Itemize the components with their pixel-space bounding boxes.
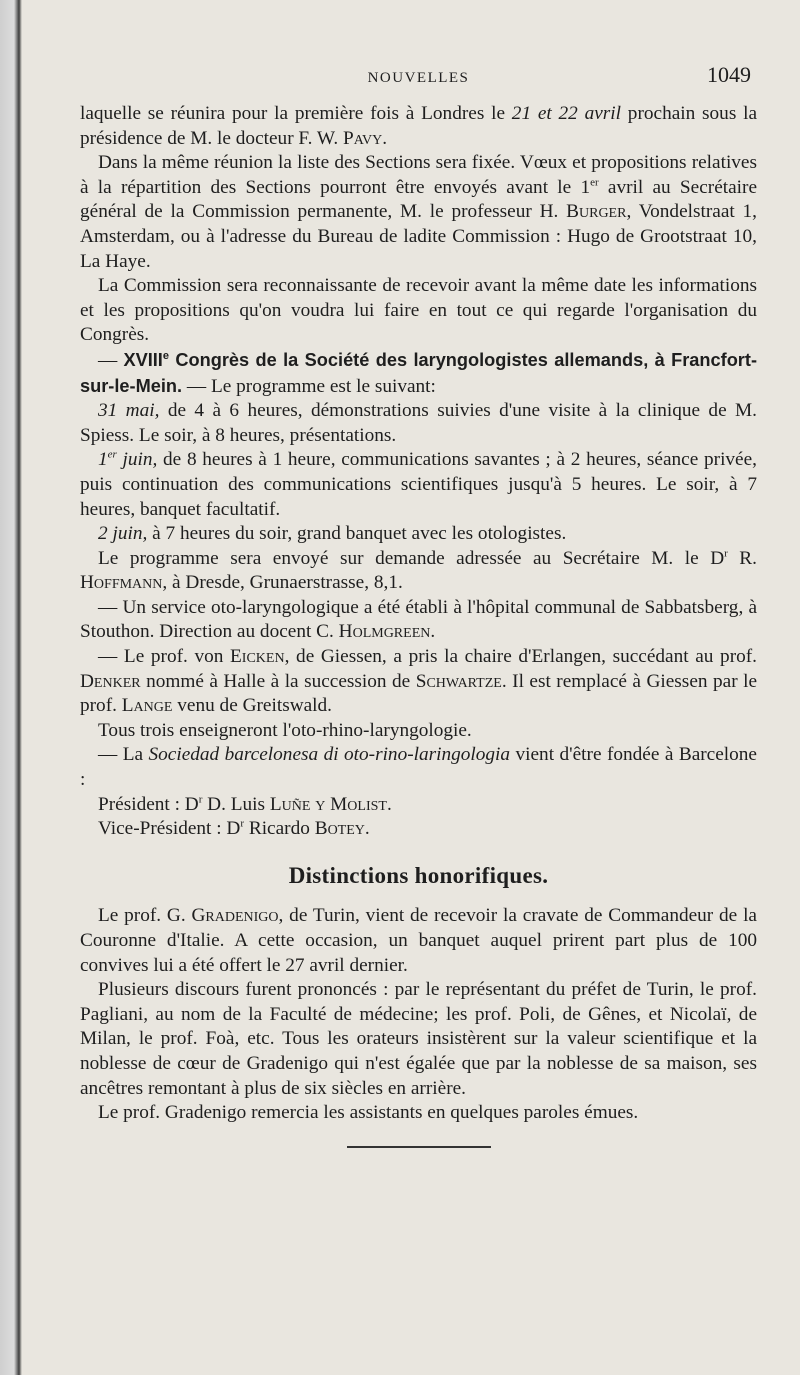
text-segment: nommé à Halle à la succession de: [140, 670, 416, 692]
text-segment: 1: [98, 449, 108, 471]
text-segment: laquelle se réunira pour la première fois à Londres le: [80, 103, 512, 124]
person-name: Holmgreen: [338, 621, 431, 643]
paragraph-2-juin: [80, 522, 757, 547]
text-segment: de 8 heures à 1 heure, communications savantes ; à 2 heures, séance privée, puis continuation des communications scientifiques jusqu'à 5 heures. Le soir, à 7 heures, banquet facultatif.: [80, 449, 757, 520]
text-segment: R.: [727, 547, 757, 569]
text-segment: vient d'être fondée à Barcelone :: [80, 744, 757, 791]
text-segment: Congrès de la Société des laryngologistes allemands, à Francfort-sur-le-Mein.: [80, 349, 757, 396]
paragraph-31-mai: [80, 399, 757, 448]
person-name: Burger: [566, 201, 627, 223]
page-number: 1049: [707, 62, 751, 87]
person-name: Lange: [121, 695, 173, 717]
text-segment: —: [98, 349, 124, 371]
text-segment: — Le prof. von: [98, 646, 231, 668]
running-title: NOUVELLES: [367, 70, 470, 86]
text-segment: prochain sous la présidence de M. le docteur F. W.: [80, 103, 758, 149]
paragraph-gradenigo: [80, 904, 757, 978]
closing-rule: [347, 1146, 491, 1148]
superscript: r: [724, 547, 728, 560]
paragraph-vice-president: [80, 817, 757, 842]
text-segment: Le programme sera envoyé sur demande adressée au Secrétaire M. le D: [98, 547, 725, 569]
person-name: Denker: [80, 670, 141, 692]
paragraph-erlangen: [80, 645, 757, 719]
text-segment: .: [386, 793, 392, 815]
paragraph-barcelona: [80, 743, 757, 792]
program-date: 2 juin,: [98, 523, 148, 545]
text-segment: , de Giessen, a pris la chaire d'Erlangen, succédant au prof.: [284, 646, 757, 668]
text-segment: D. Luis: [202, 793, 270, 815]
text-segment: Vice-Président : D: [98, 818, 241, 840]
paragraph-discours: Plusieurs discours furent prononcés : par le représentant du préfet de Turin, le prof. Pagliani, au nom de la Faculté de médecine; les prof. Poli, de Gênes, et Nicolaï, de Milan, le prof. Foà, etc. Tous les orateurs insistèrent sur la valeur scientifique et la noblesse de cœur de Gradenigo qui n'est égalée que par la noblesse de sa maison, ses ancêtres remontant à plus de six siècles en arrière.: [80, 979, 757, 1099]
superscript: r: [198, 793, 203, 806]
paragraph-congress-heading: [80, 348, 757, 399]
society-name: Sociedad barcelonesa di oto-rino-laringologia: [148, 744, 511, 766]
text-segment: , Vondelstraat 1, Amsterdam, ou à l'adresse du Bureau de ladite Commission : Hugo de Grootstraat 10, La Haye.: [80, 201, 757, 272]
text-segment: avril au Secrétaire général de la Commission permanente, M. le professeur H.: [80, 176, 758, 223]
paragraph-sections: [80, 151, 757, 274]
superscript: er: [107, 448, 117, 461]
text-segment: à 7 heures du soir, grand banquet avec les otologistes.: [147, 523, 567, 545]
text-segment: Ricardo: [244, 818, 315, 840]
text-segment: Le prof. G.: [98, 905, 192, 927]
paragraph-programme: [80, 547, 757, 596]
text-segment: — Un service oto-laryngologique a été établi à l'hôpital communal de Sabbatsberg, à Stouthon. Direction au docent C.: [80, 596, 757, 643]
page-header: [80, 62, 757, 102]
text-segment: .: [364, 818, 370, 840]
program-date: [98, 449, 157, 470]
paragraph-1-juin: [80, 448, 757, 522]
superscript: e: [162, 349, 169, 362]
meeting-dates: 21 et 22 avril: [511, 103, 622, 124]
program-date: 31 mai,: [98, 400, 160, 422]
text-segment: Président : D: [98, 793, 199, 815]
article-body: [80, 102, 757, 1148]
text-segment: , à Dresde, Grunaerstrasse, 8,1.: [162, 572, 403, 594]
section-title: Distinctions honorifiques.: [288, 862, 549, 888]
text-segment: .: [430, 621, 436, 643]
text-segment: — Le programme est le suivant:: [182, 375, 436, 397]
scan-binding-edge: [0, 0, 22, 1375]
person-name: Hoffmann: [80, 572, 163, 594]
text-segment: juin,: [116, 449, 158, 471]
paragraph-london-meeting: [80, 102, 757, 151]
journal-page: [80, 62, 757, 1148]
text-segment: Dans la même réunion la liste des Sections sera fixée. Vœux et propositions relatives à la répartition des Sections pourront être envoyés avant le 1: [80, 152, 757, 198]
text-segment: .: [382, 127, 388, 149]
paragraph-tous-trois: Tous trois enseigneront l'oto-rhino-laryngologie.: [98, 719, 472, 741]
person-name: Pavy: [342, 127, 383, 149]
paragraph-remercia: Le prof. Gradenigo remercia les assistants en quelques paroles émues.: [98, 1102, 639, 1124]
person-name: Eicken: [230, 646, 285, 668]
paragraph-president: [80, 793, 757, 818]
person-name: Botey: [314, 818, 365, 840]
superscript: r: [240, 817, 245, 830]
text-segment: venu de Greitswald.: [172, 695, 332, 717]
paragraph-commission: La Commission sera reconnaissante de recevoir avant la même date les informations et les propositions qu'on voudra lui faire en tout ce qui regarde l'organisation du Congrès.: [80, 275, 757, 346]
superscript: er: [590, 176, 599, 189]
person-name: Luñe y Molist: [269, 793, 387, 815]
text-segment: — La: [98, 744, 149, 766]
text-segment: . Il est remplacé à Giessen par le prof.: [80, 670, 758, 717]
text-segment: XVIII: [123, 349, 163, 370]
paragraph-sabbatsberg: [80, 596, 757, 645]
person-name: Schwartze: [415, 670, 502, 692]
person-name: Gradenigo: [191, 905, 279, 927]
text-segment: , de Turin, vient de recevoir la cravate de Commandeur de la Couronne d'Italie. A cette occasion, un banquet auquel prirent part plus de 100 convives lui a été offert le 27 avril dernier.: [80, 905, 757, 976]
text-segment: de 4 à 6 heures, démonstrations suivies d'une visite à la clinique de M. Spiess. Le soir, à 8 heures, présentations.: [80, 400, 757, 446]
